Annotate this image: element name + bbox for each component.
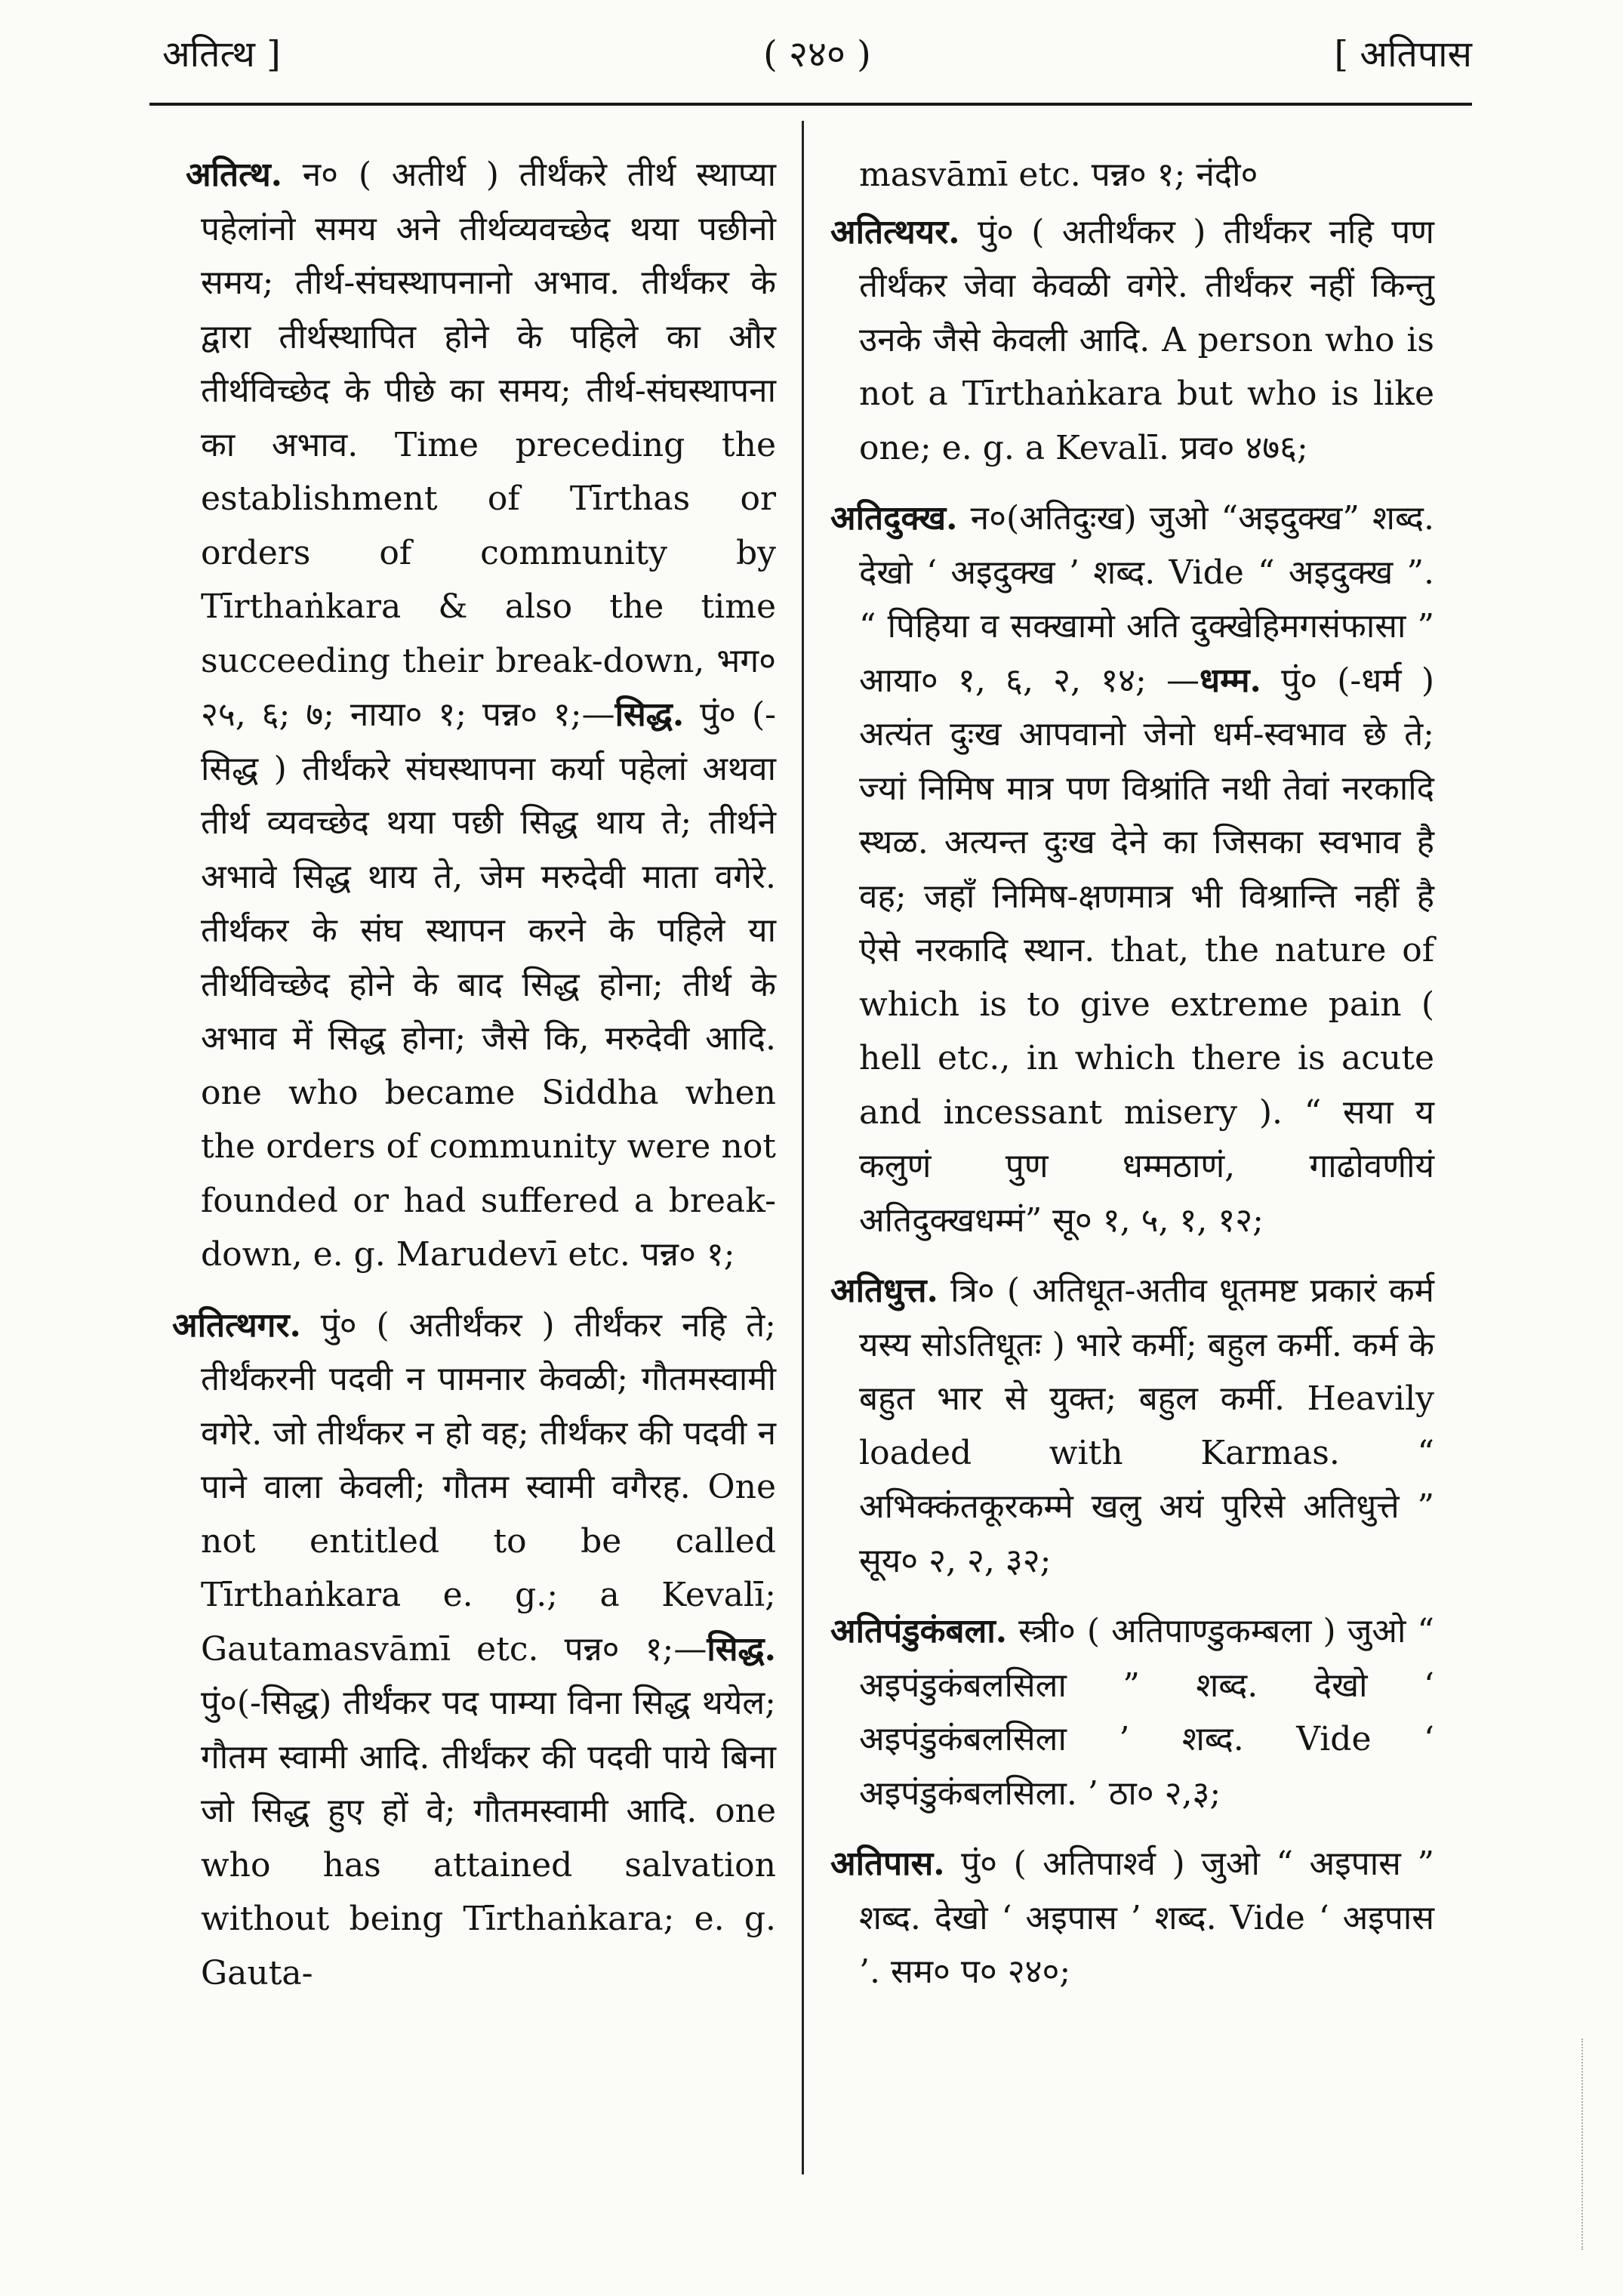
dictionary-entry [830,205,1434,476]
running-head [162,29,1472,89]
sub-headword: धम्म. [1200,661,1261,700]
entry-body: पुं० ( अतीर्थंकर ) तीर्थंकर नहि ते; तीर्थंकरनी पदवी न पामनार केवळी; गौतमस्वामी वगेरे. जो तीर्थंकर न हो वह; तीर्थंकर की पदवी न पाने वाला केवली; गौतम स्वामी वगैरह. One not entitled to be called Tīrthaṅkara e. g.; a Kevalī; Gautamasvāmī etc. पन्न० १;— [201,1305,776,1669]
entry-body: त्रि० ( अतिधूत-अतीव धूतमष्ट प्रकारं कर्म यस्य सोऽतिधूतः ) भारे कर्मी; बहुल कर्मी. कर्म के बहुत भार से युक्त; बहुल कर्मी. Heavily loaded with Karmas. “ अभिक्कंतकूरकम्मे खलु अयं पुरिसे अतिधुत्ते ” सूय० २, २, ३२; [859,1271,1434,1580]
dictionary-entry [172,1299,776,2001]
column-divider [802,121,804,2174]
entry-headword: अतिधुत्त. [830,1271,938,1310]
entry-continuation: masvāmī etc. पन्न० १; नंदी० [859,156,1258,194]
entry-body: न०(अतिदुःख) जुओ “अइदुक्ख” शब्द. देखो ‘ अइदुक्ख ’ शब्द. Vide “ अइदुक्ख ”. “ पिहिया व सक्खामो अति दुक्खेहिमगसंफासा ” आया० १, ६, २, १४; — [859,499,1434,700]
entry-body: पुं० ( अतीर्थंकर ) तीर्थंकर नहि पण तीर्थंकर जेवा केवळी वगेरे. तीर्थंकर नहीं किन्तु उनके जैसे केवली आदि. A person who is not a Tīrthaṅkara but who is like one; e. g. a Kevalī. प्रव० ४७६; [859,212,1434,467]
entry-body: पुं० ( अतिपार्श्व ) जुओ “ अइपास ” शब्द. देखो ‘ अइपास ’ शब्द. Vide ‘ अइपास ’. सम० प० २४०; [859,1845,1434,1991]
right-column [830,148,1434,2016]
page-edge-marks [1581,2039,1606,2250]
sub-entry-body: पुं०(-सिद्ध) तीर्थंकर पद पाम्या विना सिद्ध थयेल; गौतम स्वामी आदि. तीर्थंकर की पदवी पाये बिना जो सिद्ध हुए हों वे; गौतमस्वामी आदि. one who has attained salvation without being Tīrthaṅkara; e. g. Gauta- [201,1684,776,1992]
sub-headword: सिद्ध. [614,695,685,734]
entry-headword: अतिपंडुकंबला. [830,1612,1008,1650]
entry-headword: अतित्थ. [186,156,283,194]
entry-headword: अतित्थयर. [830,212,960,251]
sub-entry-body: पुं० (-धर्म ) अत्यंत दुःख आपवानो जेनो धर्म-स्वभाव छे ते; ज्यां निमिष मात्र पण विश्रांति नथी तेवां नरकादि स्थळ. अत्यन्त दुःख देने का जिसका स्वभाव है वह; जहाँ निमिष-क्षणमात्र भी विश्रान्ति नहीं है ऐसे नरकादि स्थान. that, the nature of which is to give extreme pain ( hell etc., in which there is acute and incessant misery ). “ सया य कलुणं पुण धम्मठाणं, गाढोवणीयं अतिदुक्खधम्मं” सू० १, ५, १, १२; [859,661,1434,1240]
dictionary-entry [830,1264,1434,1588]
header-rule [149,103,1472,106]
entry-body: न० ( अतीर्थ ) तीर्थंकरे तीर्थ स्थाप्या पहेलांनो समय अने तीर्थव्यवच्छेद थया पछीनो समय; तीर्थ-संघस्थापनानो अभाव. तीर्थंकर के द्वारा तीर्थस्थापित होने के पहिले का और तीर्थविच्छेद के पीछे का समय; तीर्थ-संघस्थापना का अभाव. Time preceding the establishment of Tīrthas or orders of community by Tīrthaṅkara & also the time succeeding their break-down, भग० २५, ६; ७; नाया० १; पन्न० १;— [201,156,776,734]
header-left-guideword: अतित्थ ] [162,33,281,76]
sub-headword: सिद्ध. [707,1629,776,1669]
page-number: ( २४० ) [763,33,871,76]
entry-headword: अतित्थगर. [172,1305,301,1345]
left-column [172,148,776,2017]
entry-headword: अतिदुक्ख. [830,499,958,538]
dictionary-entry [172,148,776,1282]
dictionary-entry [830,492,1434,1247]
dictionary-entry [830,1604,1434,1820]
header-right-guideword: [ अतिपास [1334,33,1472,76]
entry-body: स्त्री० ( अतिपाण्डुकम्बला ) जुओ “ अइपंडुकंबलसिला ” शब्द. देखो ‘ अइपंडुकंबलसिला ’ शब्द. Vide ‘ अइपंडुकंबलसिला. ’ ठा० २,३; [859,1612,1434,1813]
dictionary-entry [830,1837,1434,1999]
sub-entry-body: पुं० (-सिद्ध ) तीर्थंकरे संघस्थापना कर्या पहेलां अथवा तीर्थ व्यवच्छेद थया पछी सिद्ध थाय ते; तीर्थने अभावे सिद्ध थाय ते, जेम मरुदेवी माता वगेरे. तीर्थंकर के संघ स्थापन करने के पहिले या तीर्थविच्छेद होने के बाद सिद्ध होना; तीर्थ के अभाव में सिद्ध होना; जैसे कि, मरुदेवी आदि. one who became Siddha when the orders of community were not founded or had suffered a break-down, e. g. Marudevī etc. पन्न० १; [201,695,776,1274]
entry-headword: अतिपास. [830,1845,945,1883]
